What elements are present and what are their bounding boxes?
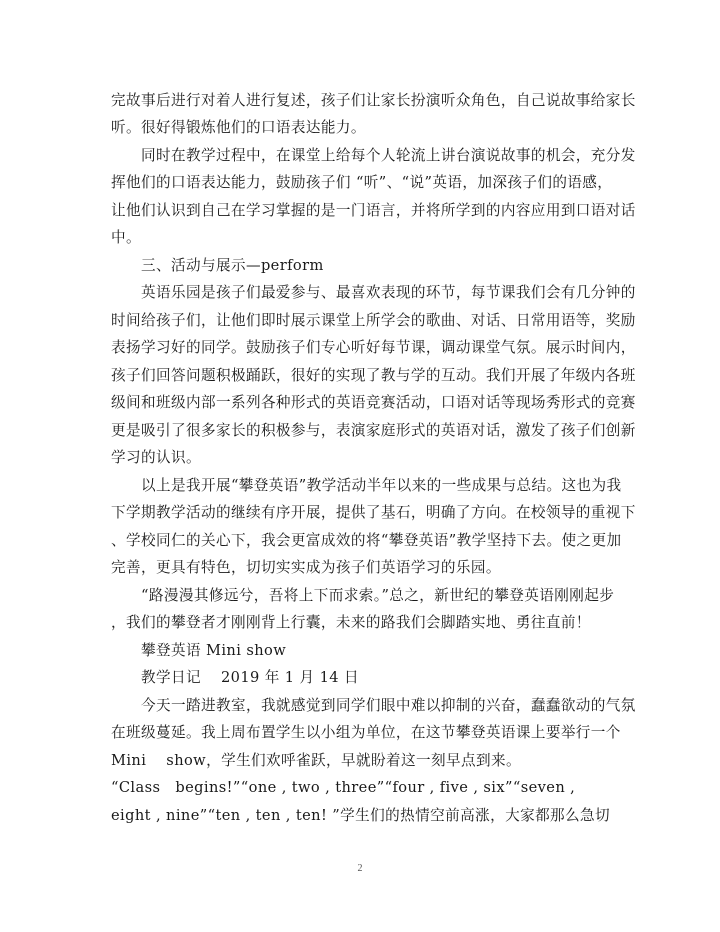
text-line: Mini show，学生们欢呼雀跃，早就盼着这一刻早点到来。 bbox=[111, 752, 521, 769]
text-line: 英语乐园是孩子们最爱参与、最喜欢表现的环节，每节课我们会有几分钟的 bbox=[111, 284, 636, 301]
text-line: “路漫漫其修远兮，吾将上下而求索。”总之，新世纪的攀登英语刚刚起步 bbox=[111, 587, 615, 604]
diary-date: 教学日记 2019 年 1 月 14 日 bbox=[111, 669, 359, 686]
text-line: ，我们的攀登者才刚刚背上行囊，未来的路我们会脚踏实地、勇往直前！ bbox=[111, 614, 591, 631]
text-line: eight , nine”“ten , ten , ten! ”学生们的热情空前高涨，大家都那么急切 bbox=[111, 807, 611, 824]
text-line: 、学校同仁的关心下，我会更富成效的将“攀登英语”教学坚持下去。使之更加 bbox=[111, 532, 622, 549]
text-line: 听。很好得锻炼他们的口语表达能力。 bbox=[111, 119, 366, 136]
text-line: 孩子们回答问题积极踊跃，很好的实现了教与学的互动。我们开展了年级内各班 bbox=[111, 367, 636, 384]
text-line: 级间和班级内部一系列各种形式的英语竞赛活动，口语对话等现场秀形式的竞赛 bbox=[111, 394, 636, 411]
text-line: 挥他们的口语表达能力，鼓励孩子们 “听”、“说”英语，加深孩子们的语感， bbox=[111, 174, 613, 191]
text-line: “Class begins!”“one , two , three”“four , five , six”“seven , bbox=[111, 779, 576, 796]
text-line: 以上是我开展“攀登英语”教学活动半年以来的一些成果与总结。这也为我 bbox=[111, 477, 622, 494]
text-line: 中。 bbox=[111, 229, 141, 246]
text-line: 同时在教学过程中，在课堂上给每个人轮流上讲台演说故事的机会，充分发 bbox=[111, 147, 636, 164]
page-number: 2 bbox=[357, 863, 363, 874]
text-line: 表扬学习好的同学。鼓励孩子们专心听好每节课，调动课堂气氛。展示时间内， bbox=[111, 339, 636, 356]
text-line: 更是吸引了很多家长的积极参与，表演家庭形式的英语对话，激发了孩子们创新 bbox=[111, 422, 636, 439]
text-line: 学习的认识。 bbox=[111, 449, 201, 466]
section-title: 攀登英语 Mini show bbox=[111, 642, 287, 659]
section-heading: 三、活动与展示—perform bbox=[111, 257, 324, 274]
text-line: 完故事后进行对着人进行复述，孩子们让家长扮演听众角色，自己说故事给家长 bbox=[111, 92, 636, 109]
text-line: 让他们认识到自己在学习掌握的是一门语言，并将所学到的内容应用到口语对话 bbox=[111, 202, 636, 219]
text-line: 下学期教学活动的继续有序开展，提供了基石，明确了方向。在校领导的重视下 bbox=[111, 504, 636, 521]
text-line: 完善，更具有特色，切切实实成为孩子们英语学习的乐园。 bbox=[111, 559, 501, 576]
text-line: 今天一踏进教室，我就感觉到同学们眼中难以抑制的兴奋，蠢蠢欲动的气氛 bbox=[111, 697, 636, 714]
text-line: 时间给孩子们，让他们即时展示课堂上所学会的歌曲、对话、日常用语等，奖励 bbox=[111, 312, 636, 329]
text-line: 在班级蔓延。我上周布置学生以小组为单位，在这节攀登英语课上要举行一个 bbox=[111, 724, 621, 741]
